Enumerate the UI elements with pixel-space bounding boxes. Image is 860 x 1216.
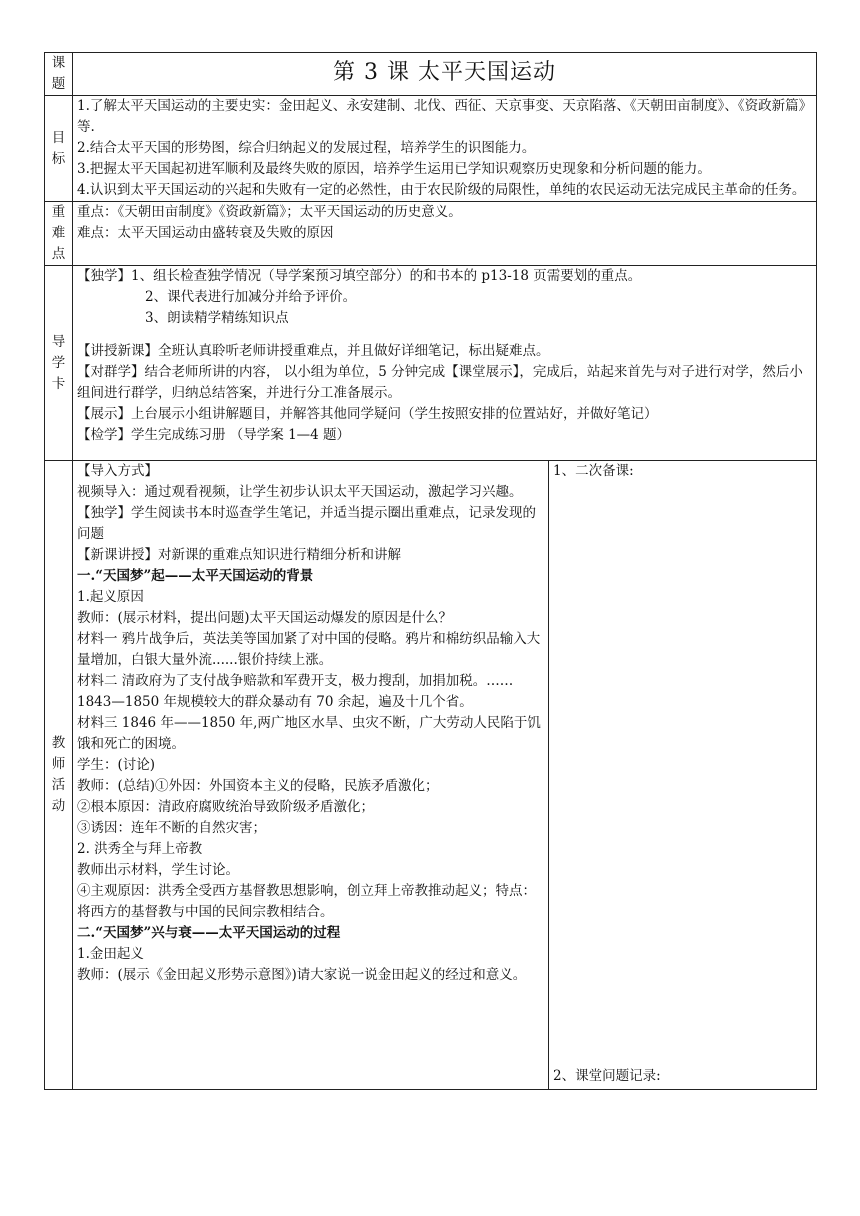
label-char: 师: [51, 756, 66, 772]
label-char: 活: [51, 777, 66, 793]
label-char: 点: [51, 246, 66, 262]
guide-line: 【独学】1、组长检查独学情况（导学案预习填空部分）的和书本的 p13-18 页需要划的重点。: [77, 268, 642, 284]
guide-line: 2、课代表进行加减分并给予评价。: [145, 289, 357, 305]
label-char: 课: [51, 55, 66, 71]
label-char: 目: [51, 129, 66, 146]
label-char: 动: [51, 798, 66, 814]
class-issues-label: 2、课堂问题记录:: [553, 1068, 661, 1084]
notes-wrapper: [549, 461, 816, 1089]
teacher-notes-cell: [549, 461, 817, 1090]
teacher-label: [45, 461, 73, 1090]
activity-line: 【新课讲授】对新课的重难点知识进行精细分析和讲解: [77, 547, 401, 563]
goal-item: 1.了解太平天国运动的主要史实：金田起义、永安建制、北伐、西征、天京事变、天京陷落、《天朝田亩制度》、《资政新篇》等.: [77, 98, 813, 135]
goals-row: [45, 96, 817, 202]
activity-line: ②根本原因：清政府腐败统治导致阶级矛盾激化；: [77, 799, 374, 815]
activity-line: 视频导入：通过观看视频，让学生初步认识太平天国运动，激起学习兴趣。: [77, 484, 523, 500]
label-char: 标: [51, 150, 66, 167]
activity-line: ④主观原因：洪秀全受西方基督教思想影响，创立拜上帝教推动起义；特点：将西方的基督教与中国的民间宗教相结合。: [77, 883, 536, 920]
guide-label: [45, 266, 73, 461]
teacher-activity-cell: [73, 461, 549, 1090]
activity-line: 2. 洪秀全与拜上帝教: [77, 841, 203, 857]
teacher-row: [45, 461, 817, 1090]
label-char: 难: [51, 225, 66, 241]
section-heading: 二.“天国梦”兴与衰——太平天国运动的过程: [77, 925, 341, 941]
section-heading: 一.“天国梦”起——太平天国运动的背景: [77, 568, 314, 584]
material-paragraph: 材料二 清政府为了支付战争赔款和军费开支，极力搜刮，加捐加税。……1843—1850 年规模较大的群众暴动有 70 余起，遍及十几个省。: [77, 673, 514, 710]
material-paragraph: 材料三 1846 年——1850 年,两广地区水旱、虫灾不断，广大劳动人民陷于饥饿和死亡的困境。: [77, 715, 541, 752]
title-row-label: [45, 53, 73, 96]
activity-line: 学生：(讨论): [77, 757, 156, 773]
title-cell: [73, 53, 817, 96]
label-char: 教: [51, 735, 66, 751]
goal-item: 4.认识到太平天国运动的兴起和失败有一定的必然性，由于农民阶级的局限性，单纯的农民运动无法完成民主革命的任务。: [77, 182, 806, 198]
guide-line: 【对群学】结合老师所讲的内容， 以小组为单位，5 分钟完成【课堂展示】，完成后，站起来首先与对子进行对学，然后小组间进行群学，归纳总结答案，并进行分工准备展示。: [77, 364, 803, 401]
activity-line: ③诱因：连年不断的自然灾害；: [77, 820, 266, 836]
lesson-plan-table: [44, 52, 817, 1090]
goals-label: [45, 96, 73, 202]
goals-cell: [73, 96, 817, 202]
guide-line: 【讲授新课】全班认真聆听老师讲授重难点，并且做好详细笔记，标出疑难点。: [77, 343, 550, 359]
activity-line: 教师：(展示材料，提出问题)太平天国运动爆发的原因是什么？: [77, 610, 453, 626]
goal-item: 2.结合太平天国的形势图，综合归纳起义的发展过程，培养学生的识图能力。: [77, 140, 536, 156]
goal-item: 3.把握太平天国起初进军顺利及最终失败的原因，培养学生运用已学知识观察历史现象和分析问题的能力。: [77, 161, 711, 177]
activity-line: 1.起义原因: [77, 589, 144, 605]
activity-line: 1.金田起义: [77, 946, 144, 962]
activity-line: 教师：(总结)①外因：外国资本主义的侵略，民族矛盾激化；: [77, 778, 439, 794]
label-char: 题: [51, 76, 66, 92]
guide-line: 3、朗读精学精练知识点: [145, 310, 289, 326]
key-point-item: 重点：《天朝田亩制度》《资政新篇》；太平天国运动的历史意义。: [77, 204, 462, 220]
label-char: 重: [51, 204, 66, 220]
activity-line: 【导入方式】: [77, 463, 158, 479]
key-points-label: [45, 202, 73, 266]
guide-line: 【展示】上台展示小组讲解题目，并解答其他同学疑问（学生按照安排的位置站好，并做好笔记）: [77, 406, 658, 422]
activity-line: 教师出示材料，学生讨论。: [77, 862, 239, 878]
lesson-title: 第 3 课 太平天国运动: [333, 60, 556, 85]
material-paragraph: 材料一 鸦片战争后，英法美等国加紧了对中国的侵略。鸦片和棉纺织品输入大量增加，白银大量外流......银价持续上涨。: [77, 631, 541, 668]
key-points-cell: [73, 202, 817, 266]
guide-cell: [73, 266, 817, 461]
label-char: 导: [51, 333, 66, 350]
guide-line: 【检学】学生完成练习册 （导学案 1—4 题）: [77, 427, 351, 443]
activity-line: 【独学】学生阅读书本时巡查学生笔记，并适当提示圈出重难点，记录发现的问题: [77, 505, 536, 542]
title-row: [45, 53, 817, 96]
guide-row: [45, 266, 817, 461]
key-points-row: [45, 202, 817, 266]
activity-line: 教师：(展示《金田起义形势示意图》)请大家说一说金田起义的经过和意义。: [77, 967, 527, 983]
label-char: 学: [51, 354, 66, 371]
second-prep-label: 1、二次备课:: [553, 463, 634, 479]
key-point-item: 难点：太平天国运动由盛转衰及失败的原因: [77, 225, 334, 241]
label-char: 卡: [51, 375, 66, 392]
